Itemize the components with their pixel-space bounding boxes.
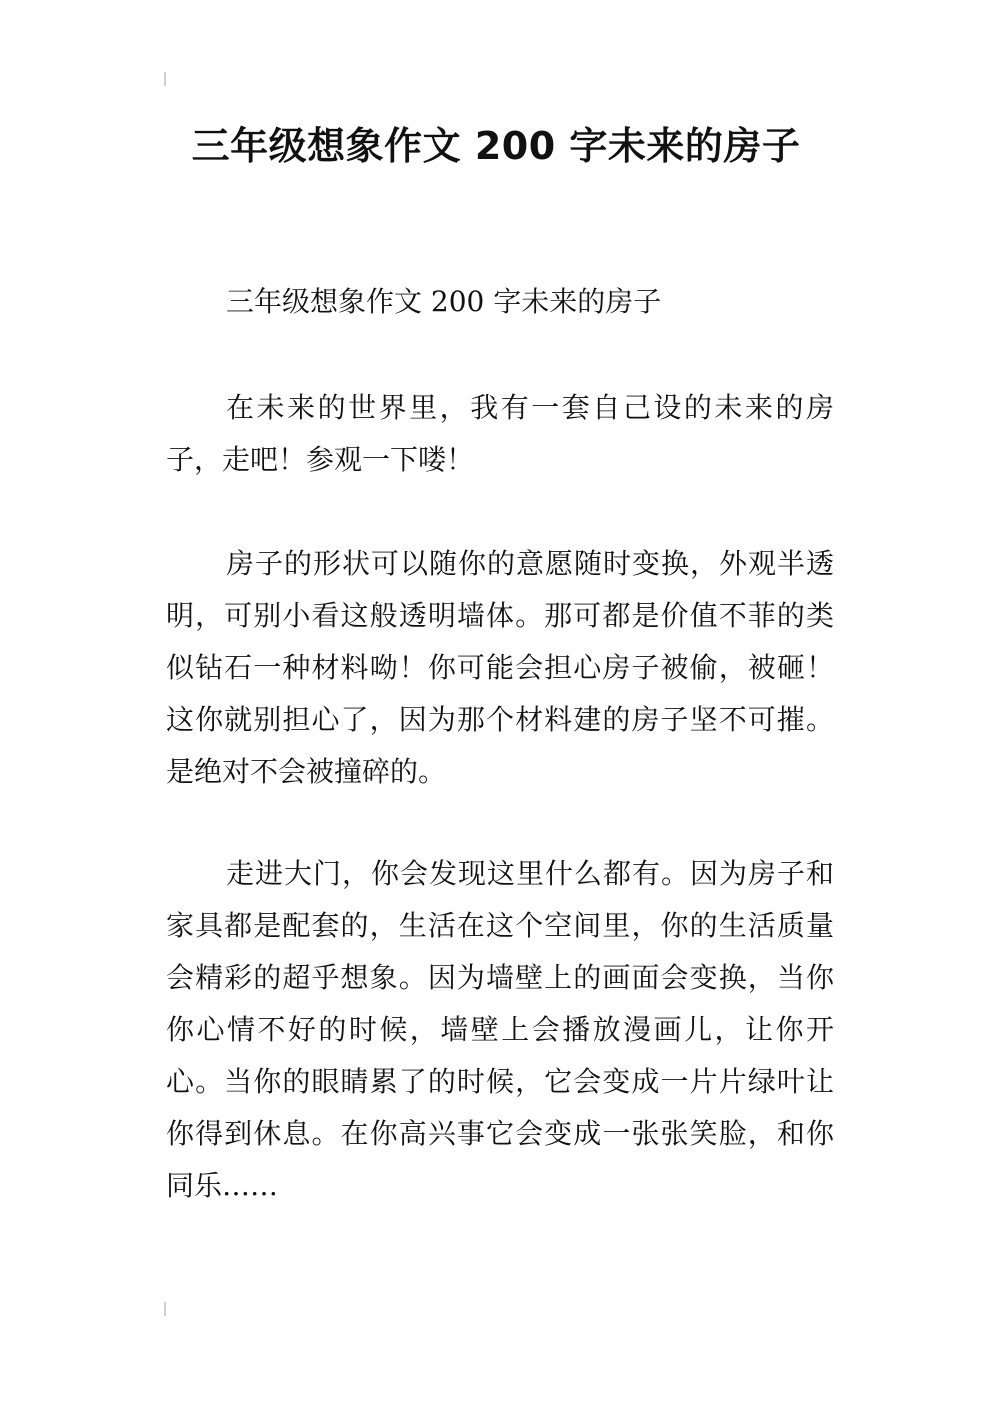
document-title: 三年级想象作文 200 字未来的房子 <box>191 124 801 168</box>
paragraph-2: 房子的形状可以随你的意愿随时变换，外观半透明，可别小看这般透明墙体。那可都是价值不菲的类似钻石一种材料呦！你可能会担心房子被偷，被砸！这你就别担心了，因为那个材料建的房子坚不可摧。是绝对不会被撞碎的。 <box>166 547 834 788</box>
page-corner-mark-top <box>164 72 166 86</box>
page-corner-mark-bottom <box>164 1302 166 1316</box>
document-subtitle: 三年级想象作文 200 字未来的房子 <box>226 285 662 318</box>
paragraph-1: 在未来的世界里，我有一套自己设的未来的房子，走吧！参观一下喽！ <box>166 391 834 476</box>
paragraph-3: 走进大门，你会发现这里什么都有。因为房子和家具都是配套的，生活在这个空间里，你的生活质量会精彩的超乎想象。因为墙壁上的画面会变换，当你你心情不好的时候，墙壁上会播放漫画儿，让你开心。当你的眼睛累了的时候，它会变成一片片绿叶让你得到休息。在你高兴事它会变成一张张笑脸，和你同乐…… <box>166 857 834 1202</box>
